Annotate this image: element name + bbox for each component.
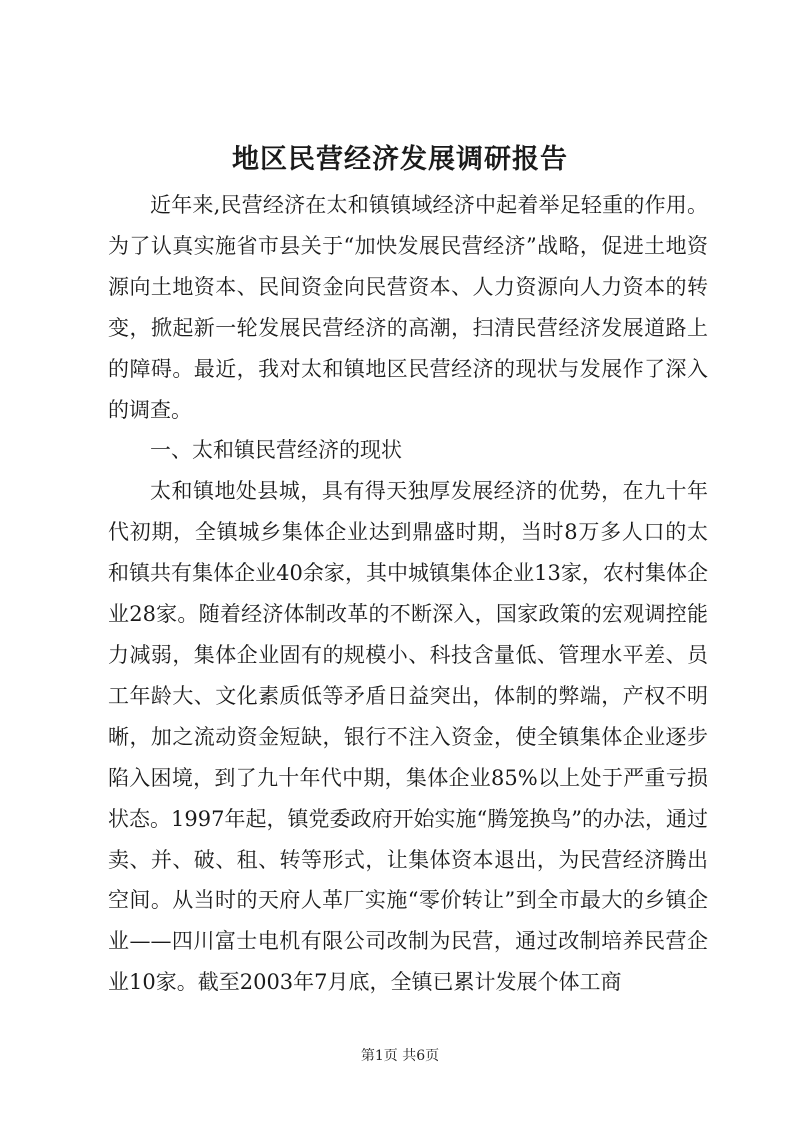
page-footer: 第1页 共6页 <box>360 1048 440 1064</box>
paragraph-status: 太和镇地处县城，具有得天独厚发展经济的优势，在九十年代初期，全镇城乡集体企业达到鼎盛时期，当时8万多人口的太和镇共有集体企业40余家，其中城镇集体企业13家，农村集体企业28家。随着经济体制改革的不断深入，国家政策的宏观调控能力减弱，集体企业固有的规模小、科技含量低、管理水平差、员工年龄大、文化素质低等矛盾日益突出，体制的弊端，产权不明晰，加之流动资金短缺，银行不注入资金，使全镇集体企业逐步陷入困境，到了九十年代中期，集体企业85%以上处于严重亏损状态。1997年起，镇党委政府开始实施“腾笼换鸟”的办法，通过卖、并、破、租、转等形式，让集体资本退出，为民营经济腾出空间。从当时的天府人革厂实施“零价转让”到全市最大的乡镇企业——四川富士电机有限公司改制为民营，通过改制培养民营企业10家。截至2003年7月底，全镇已累计发展个体工商 <box>108 479 708 995</box>
paragraph-intro: 近年来,民营经济在太和镇镇域经济中起着举足轻重的作用。为了认真实施省市县关于“加快发展民营经济”战略，促进土地资源向土地资本、民间资金向民营资本、人力资源向人力资本的转变，掀起新一轮发展民营经济的高潮，扫清民营经济发展道路上的障碍。最近，我对太和镇地区民营经济的现状与发展作了深入的调查。 <box>108 193 708 422</box>
page-title: 地区民营经济发展调研报告 <box>232 144 568 175</box>
document-body <box>108 185 708 1003</box>
section-heading: 一、太和镇民营经济的现状 <box>150 438 402 463</box>
